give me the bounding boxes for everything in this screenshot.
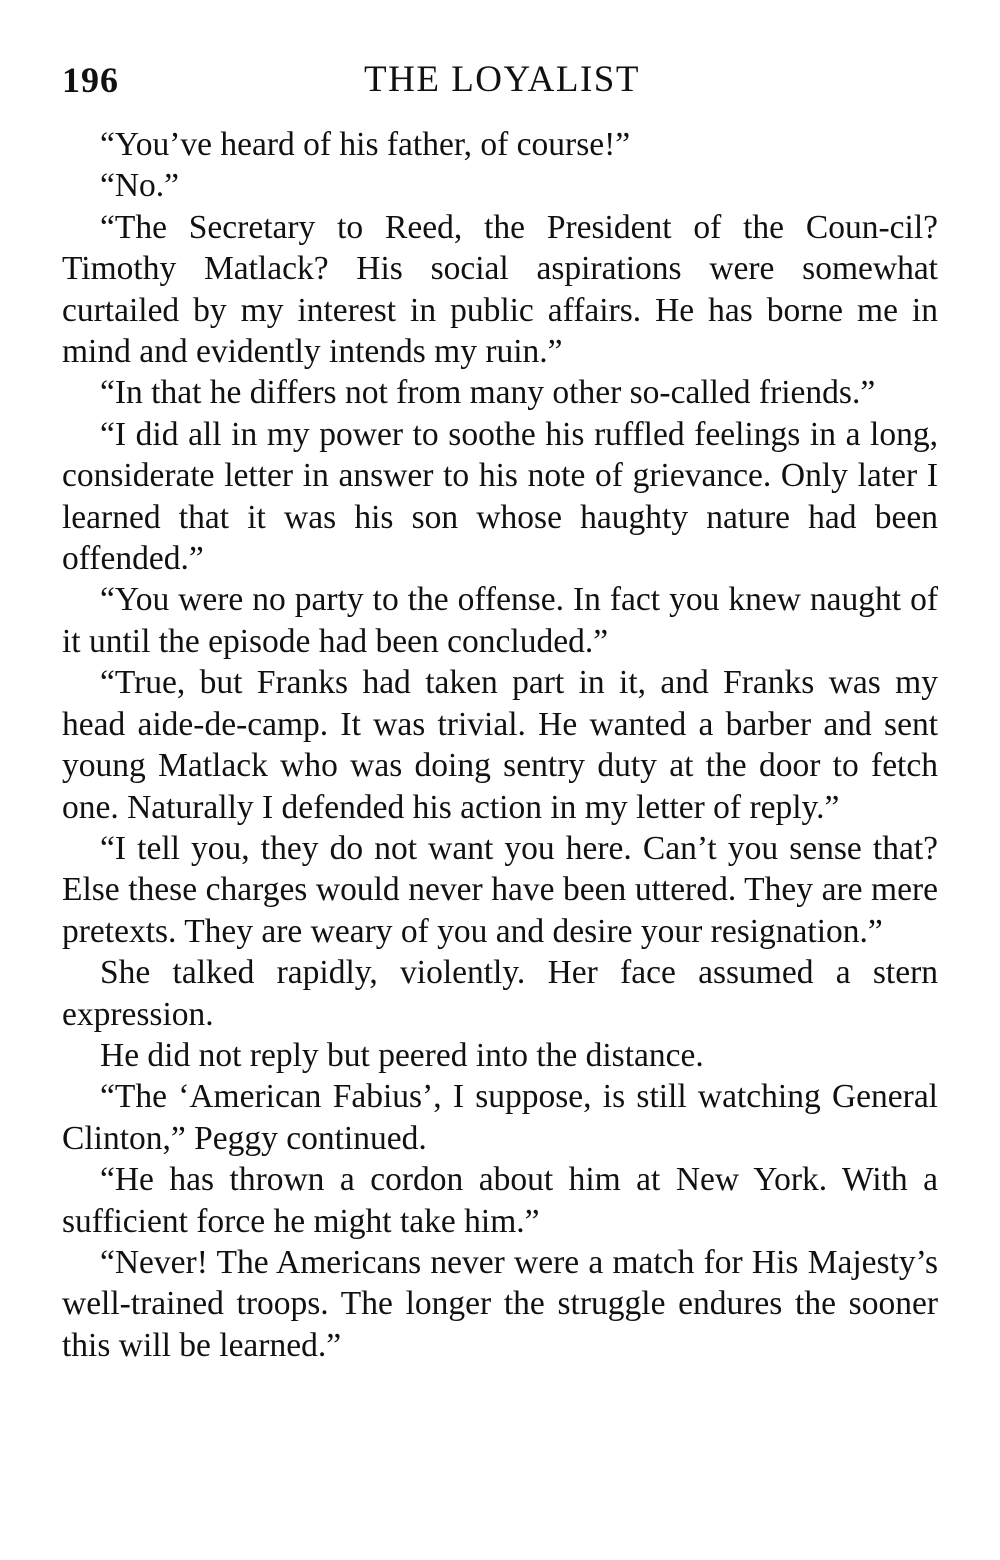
paragraph: “No.” xyxy=(100,167,180,205)
paragraph: “You’ve heard of his father, of course!” xyxy=(100,126,631,163)
paragraph: “The Secretary to Reed, the President of the Coun-cil? Timothy Matlack? His social aspirations were somewhat curtailed by my interest in public affairs. He has borne me in mind and evidently intends my ruin.” xyxy=(62,208,938,371)
paragraph: “You were no party to the offense. In fact you knew naught of it until the episode had been concluded.” xyxy=(62,581,938,660)
running-head-title: THE LOYALIST xyxy=(364,59,640,100)
body-text xyxy=(62,124,938,1366)
paragraph: “I did all in my power to soothe his ruffled feelings in a long, considerate letter in answer to his note of grievance. Only later I learned that it was his son whose haughty nature had been offended.” xyxy=(62,415,938,578)
paragraph: “Never! The Americans never were a match for His Majesty’s well-trained troops. The longer the struggle endures the sooner this will be learned.” xyxy=(62,1243,938,1364)
paragraph: He did not reply but peered into the distance. xyxy=(100,1036,704,1074)
paragraph: “I tell you, they do not want you here. Can’t you sense that? Else these charges would never have been uttered. They are mere pretexts. They are weary of you and desire your resignation.” xyxy=(62,829,938,950)
paragraph: She talked rapidly, violently. Her face assumed a stern expression. xyxy=(62,954,938,1033)
paragraph: “True, but Franks had taken part in it, and Franks was my head aide-de-camp. It was trivial. He wanted a barber and sent young Matlack who was doing sentry duty at the door to fetch one. Naturally I defended his action in my letter of reply.” xyxy=(62,664,938,826)
page-number: 196 xyxy=(62,60,119,100)
paragraph: “He has thrown a cordon about him at New York. With a sufficient force he might take him.” xyxy=(62,1161,938,1240)
paragraph: “The ‘American Fabius’, I suppose, is still watching General Clinton,” Peggy continued. xyxy=(62,1078,938,1157)
page-header xyxy=(62,52,942,108)
paragraph: “In that he differs not from many other so-called friends.” xyxy=(100,374,876,412)
